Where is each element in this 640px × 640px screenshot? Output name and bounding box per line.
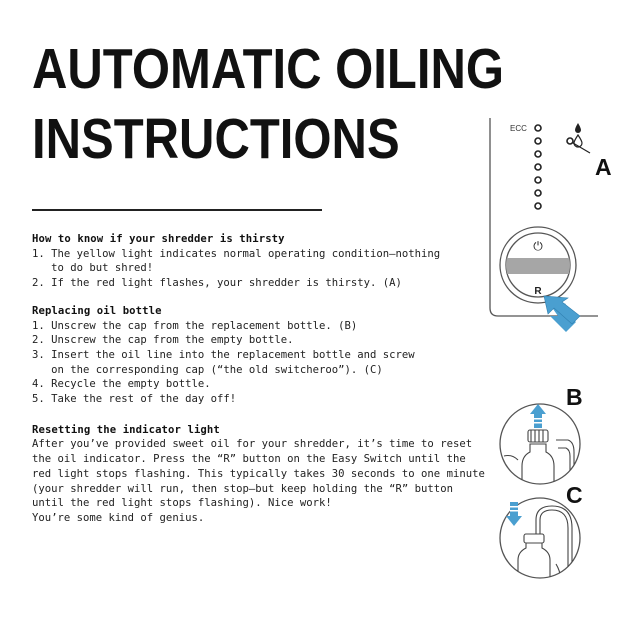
list-item: 1. Unscrew the cap from the replacement bottle. (B) [32, 319, 358, 332]
page-title [32, 34, 505, 174]
section-heading-thirsty: How to know if your shredder is thirsty [32, 233, 285, 245]
section-heading-reset: Resetting the indicator light [32, 423, 220, 436]
list-item: 1. The yellow light indicates normal operating condition—nothing [32, 247, 441, 260]
section-reset [32, 423, 485, 526]
reset-line: until the red light stops flashing). Nice work! [32, 497, 332, 510]
reset-line: (your shredder will run, then stop—but keep holding the “R” button [32, 482, 453, 495]
title-line-2: INSTRUCTIONS [32, 107, 400, 171]
callout-c: C [566, 482, 583, 508]
reset-button-label: R [534, 286, 542, 297]
list-item: 2. If the red light flashes, your shredder is thirsty. (A) [32, 277, 402, 290]
easy-switch-dial [498, 227, 578, 303]
list-item: 3. Insert the oil line into the replacement bottle and screw [32, 348, 415, 361]
title-divider [32, 209, 322, 211]
oil-drop-outline-icon [574, 135, 582, 147]
indicator-lights [535, 125, 541, 209]
control-panel-diagram [488, 118, 598, 328]
list-item: 4. Recycle the empty bottle. [32, 378, 211, 391]
power-icon: ⏻ [533, 239, 543, 253]
instructions-body [32, 232, 485, 542]
reset-line: the oil indicator. Press the “R” button on the Easy Switch until the [32, 453, 466, 466]
callout-a: A [595, 154, 612, 180]
list-item: on the corresponding cap (“the old switcheroo”). (C) [32, 363, 383, 376]
reset-line: red light stops flashing. This typically takes 30 seconds to one minute [32, 467, 485, 480]
oil-drop-filled-icon [575, 123, 581, 133]
section-replace [32, 304, 482, 407]
section-heading-replace: Replacing oil bottle [32, 304, 162, 317]
callout-b: B [566, 384, 583, 410]
list-item: 5. Take the rest of the day off! [32, 393, 237, 406]
list-item: 2. Unscrew the cap from the empty bottle. [32, 334, 294, 347]
bottle-cap-removal-diagram [496, 400, 586, 490]
thirsty-list [32, 247, 482, 291]
title-line-1: AUTOMATIC OILING [32, 37, 505, 101]
ecc-label: ECC [510, 124, 527, 133]
hand-cursor-icon [544, 296, 580, 332]
section-thirsty [32, 232, 482, 291]
reset-line: After you’ve provided sweet oil for your shredder, it’s time to reset [32, 438, 473, 451]
replace-list [32, 319, 482, 407]
reset-line: You’re some kind of genius. [32, 511, 205, 524]
list-item: to do but shred! [32, 262, 154, 275]
status-light-a [567, 138, 573, 144]
